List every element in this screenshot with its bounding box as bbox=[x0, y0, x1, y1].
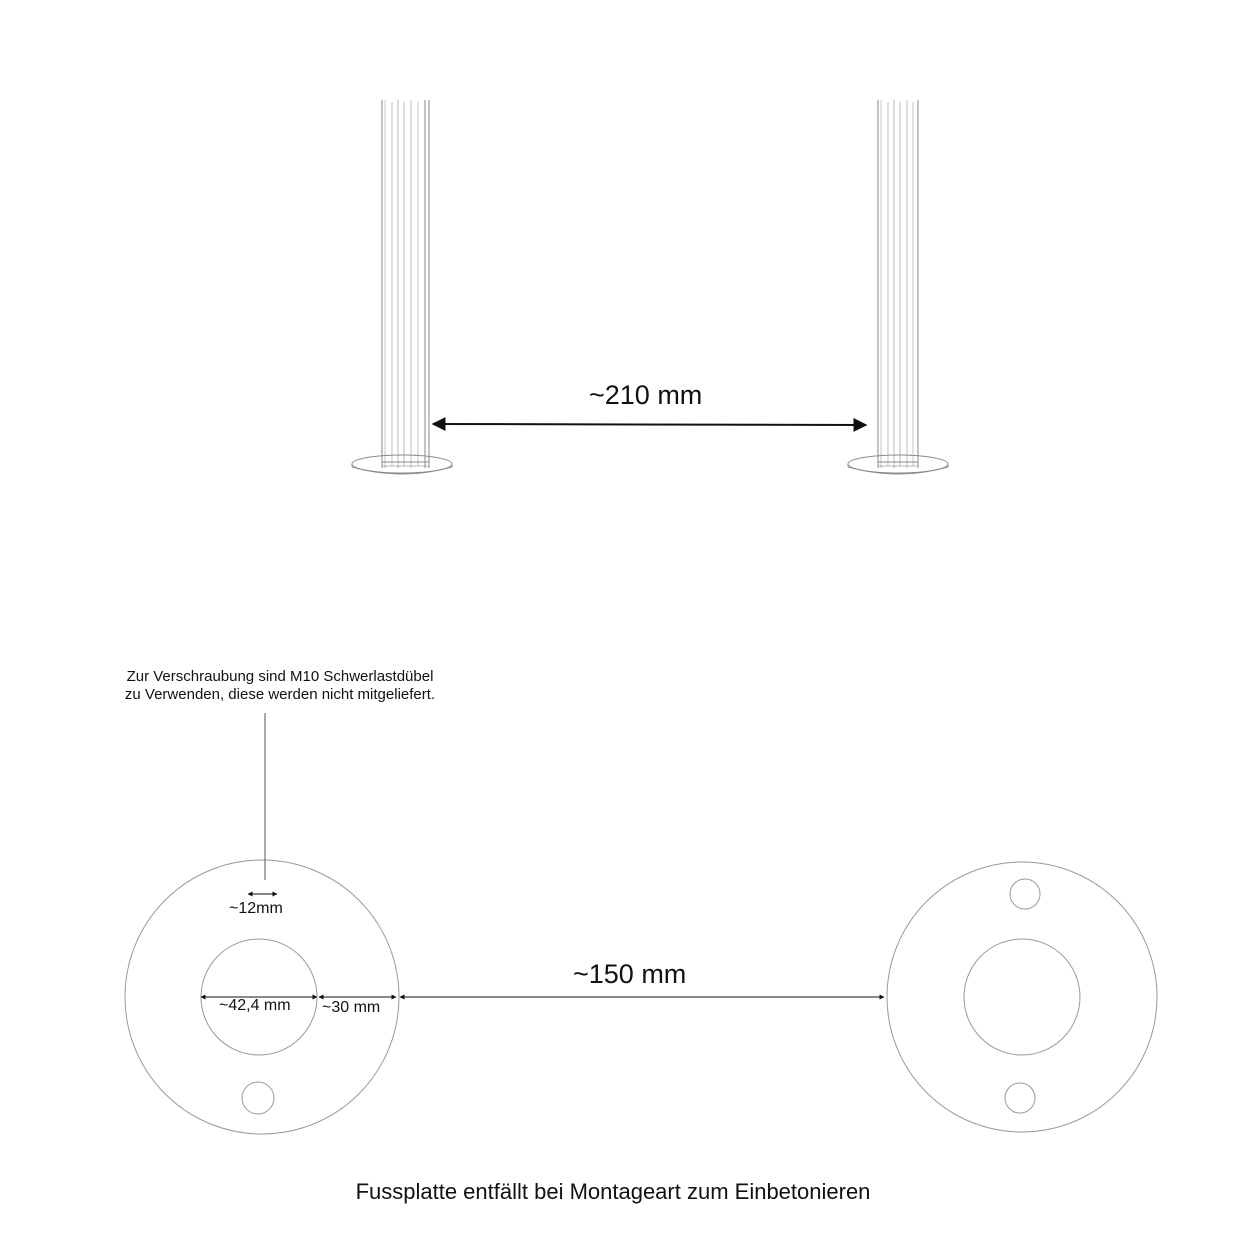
footer-note: Fussplatte entfällt bei Montageart zum Einbetonieren bbox=[355, 1179, 871, 1204]
ring-width-label: ~30 mm bbox=[322, 999, 381, 1016]
foot-plate-right bbox=[887, 862, 1157, 1132]
mounting-note-line1: Zur Verschraubung sind M10 Schwerlastdübel bbox=[126, 668, 434, 685]
mounting-note-line2: zu Verwenden, diese werden nicht mitgeliefert. bbox=[124, 686, 436, 703]
post-spacing-label: ~210 mm bbox=[589, 380, 703, 410]
plate-spacing-label: ~150 mm bbox=[573, 959, 687, 989]
post-left bbox=[352, 100, 452, 474]
post-spacing-arrow bbox=[433, 424, 866, 425]
hole-diameter-label: ~12mm bbox=[229, 900, 283, 917]
inner-diameter-label: ~42,4 mm bbox=[219, 997, 291, 1014]
mounting-note bbox=[60, 668, 500, 704]
post-right bbox=[848, 100, 948, 474]
